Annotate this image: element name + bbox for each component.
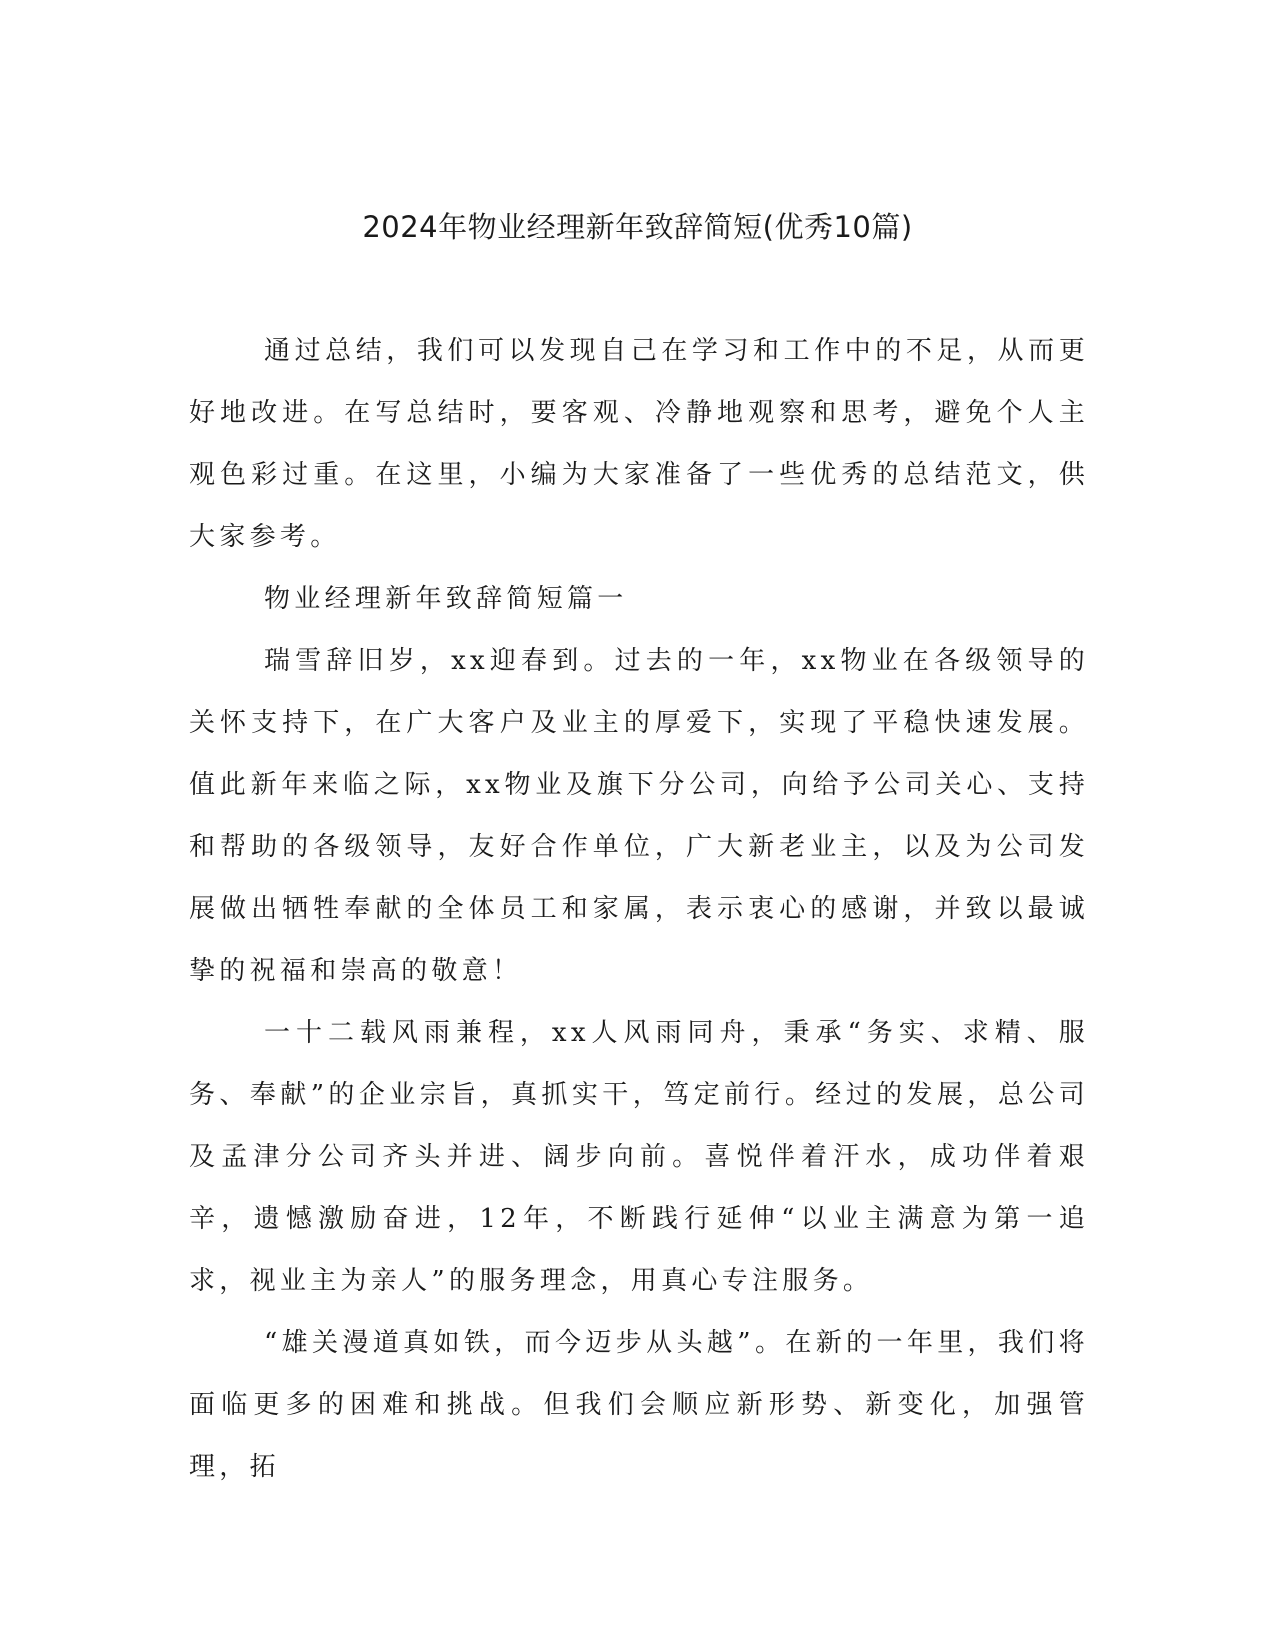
document-body xyxy=(189,320,1089,1498)
document-title: 2024年物业经理新年致辞简短(优秀10篇) xyxy=(362,210,913,244)
body-paragraph: 一十二载风雨兼程，xx人风雨同舟，秉承“务实、求精、服务、奉献”的企业宗旨，真抓实干，笃定前行。经过的发展，总公司及孟津分公司齐头并进、阔步向前。喜悦伴着汗水，成功伴着艰辛，遗憾激励奋进，12年，不断践行延伸“以业主满意为第一追求，视业主为亲人”的服务理念，用真心专注服务。 xyxy=(189,1018,1089,1296)
body-paragraph: “雄关漫道真如铁，而今迈步从头越”。在新的一年里，我们将面临更多的困难和挑战。但我们会顺应新形势、新变化，加强管理，拓 xyxy=(189,1328,1089,1482)
section-heading: 物业经理新年致辞简短篇一 xyxy=(264,584,628,614)
body-paragraph: 瑞雪辞旧岁，xx迎春到。过去的一年，xx物业在各级领导的关怀支持下，在广大客户及业主的厚爱下，实现了平稳快速发展。值此新年来临之际，xx物业及旗下分公司，向给予公司关心、支持和帮助的各级领导，友好合作单位，广大新老业主，以及为公司发展做出牺牲奉献的全体员工和家属，表示衷心的感谢，并致以最诚挚的祝福和崇高的敬意！ xyxy=(189,646,1089,986)
intro-paragraph: 通过总结，我们可以发现自己在学习和工作中的不足，从而更好地改进。在写总结时，要客观、冷静地观察和思考，避免个人主观色彩过重。在这里，小编为大家准备了一些优秀的总结范文，供大家参考。 xyxy=(189,336,1089,552)
